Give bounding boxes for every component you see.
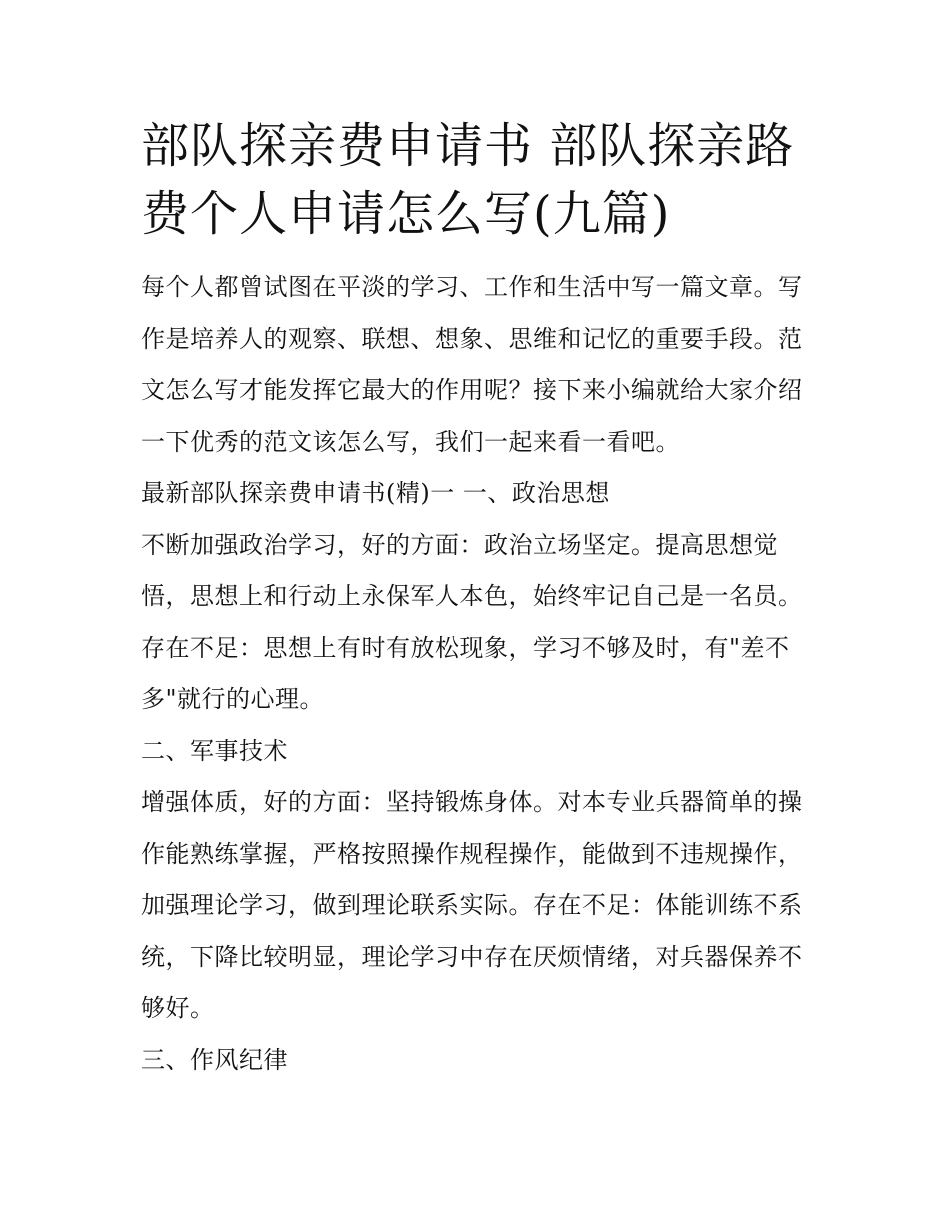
politics-line: 不断加强政治学习，好的方面：政治立场坚定。提高思想觉 [141, 530, 778, 559]
intro-line: 每个人都曾试图在平淡的学习、工作和生活中写一篇文章。写 [141, 273, 803, 301]
intro-line: 文怎么写才能发挥它最大的作用呢？接下来小编就给大家介绍 [141, 376, 803, 404]
military-line: 统，下降比较明显，理论学习中存在厌烦情绪，对兵器保养不 [141, 942, 803, 971]
section-heading-military [141, 726, 813, 778]
intro-paragraph [141, 262, 813, 468]
military-line: 增强体质，好的方面：坚持锻炼身体。对本专业兵器简单的操 [141, 788, 803, 816]
title-line: 部队探亲费申请书 部队探亲路 [141, 118, 795, 174]
document-page [141, 112, 813, 1086]
section-heading-text: 二、军事技术 [141, 736, 288, 765]
title-line: 费个人申请怎么写(九篇) [141, 186, 671, 242]
politics-line: 存在不足：思想上有时有放松现象，学习不够及时，有"差不 [141, 633, 790, 662]
military-line: 加强理论学习，做到理论联系实际。存在不足：体能训练不系 [141, 891, 803, 919]
section-heading-text: 最新部队探亲费申请书(精)一 一、政治思想 [141, 479, 610, 507]
politics-paragraph [141, 520, 813, 726]
intro-line: 一下优秀的范文该怎么写，我们一起来看一看吧。 [141, 427, 680, 456]
politics-line: 悟，思想上和行动上永保军人本色，始终牢记自己是一名员。 [141, 582, 803, 610]
politics-line: 多"就行的心理。 [141, 685, 325, 713]
section-heading-text: 三、作风纪律 [141, 1045, 288, 1074]
military-paragraph [141, 777, 813, 1035]
document-title [141, 112, 813, 248]
intro-line: 作是培养人的观察、联想、想象、思维和记忆的重要手段。范 [141, 324, 803, 353]
section-heading-politics [141, 468, 813, 520]
military-line: 作能熟练掌握，严格按照操作规程操作，能做到不违规操作， [141, 839, 803, 868]
section-heading-discipline [141, 1035, 813, 1087]
military-line: 够好。 [141, 994, 215, 1022]
